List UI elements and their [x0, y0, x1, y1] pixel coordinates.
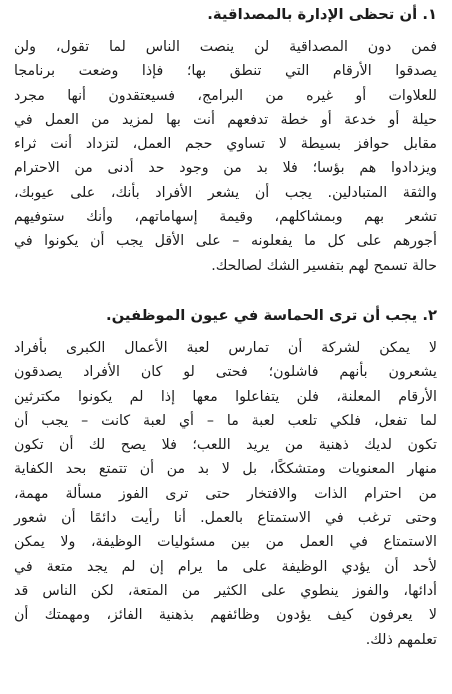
- section-credibility: [14, 4, 437, 278]
- paragraph-line: تكون لديك ذهنية من يريد اللعب؛ فلا يصح لك أن تكون: [14, 437, 437, 454]
- paragraph-line: أدائها، والفوز ينطوي على الكثير من المتعة، لكن الناس قد: [14, 582, 437, 599]
- section-heading: ٢. يجب أن ترى الحماسة في عيون الموظفين.: [105, 306, 437, 324]
- paragraph-line: أجورهم على كل ما يفعلونه – على الأقل يجب أن يكونوا في: [14, 233, 437, 250]
- paragraph-line: حالة تسمح لهم بتفسير الشك لصالحك.: [211, 257, 437, 274]
- paragraph-line: من احترام الذات والافتخار حتى ترى الفوز مسألة مهمة،: [14, 485, 437, 502]
- paragraph-line: لا يمكن لشركة أن تمارس لعبة الأعمال الكبرى بأفراد: [14, 339, 437, 356]
- paragraph-line: الاستمتاع في العمل من بين مسئوليات الوظيفة، ولا يمكن: [14, 534, 437, 551]
- section-paragraph: [14, 35, 437, 278]
- paragraph-line: فمن دون المصداقية لن ينصت الناس لما تقول، ولن: [14, 39, 437, 55]
- paragraph-line: يصدقوا الأرقام التي تنطق بها؛ فإذا وضعت برنامجا: [14, 63, 437, 80]
- paragraph-line: يشعرون بأنهم فاشلون؛ فحتى لو كان الأفراد يصدقون: [14, 364, 437, 381]
- section-paragraph: [14, 336, 437, 652]
- paragraph-line: تعلمهم ذلك.: [365, 631, 437, 648]
- paragraph-line: والثقة المتبادلين. يجب أن يشعر الأفراد بأنك، على عيوبك،: [14, 184, 437, 201]
- paragraph-line: لما تفعل، فلكي تلعب لعبة ما – أي لعبة كانت – يجب أن: [14, 412, 437, 429]
- paragraph-line: لا يعرفون كيف يؤدون وظائفهم بذهنية الفائز، ومهمتك أن: [14, 607, 437, 624]
- paragraph-line: منهار المعنويات ومتشككًا، بل لا بد من أن تتمتع بحد الكفاية: [14, 461, 437, 478]
- paragraph-line: حيلة أو خدعة أو خطة تدفعهم أنت بها لمزيد من العمل في: [14, 111, 437, 128]
- paragraph-line: لأحد أن يؤدي الوظيفة على ما يرام إن لم يجد متعة في: [14, 558, 437, 575]
- paragraph-line: ويزدادوا هم بؤسا؛ فلا بد من وجود حد أدنى من الاحترام: [14, 160, 437, 177]
- paragraph-line: وحتى ترغب في الاستمتاع بالعمل. أنا رأيت دائمًا أن شعور: [14, 510, 437, 527]
- section-enthusiasm: [14, 305, 437, 652]
- paragraph-line: مقابل حوافز بسيطة لا تساوي حجم العمل، لتزداد أنت ثراء: [14, 136, 437, 153]
- paragraph-line: تشعر بهم وبمشاكلهم، وقيمة إسهاماتهم، وأنك ستوفيهم: [14, 209, 437, 226]
- section-heading: ١. أن تحظى الإدارة بالمصداقية.: [207, 6, 437, 23]
- paragraph-line: للعلاوات أو غيره من البرامج، فسيعتقدون أنها مجرد: [14, 87, 437, 104]
- paragraph-line: الأرقام المعلنة، فلن يتفاعلوا معها إذا لم يكونوا مكترثين: [14, 388, 437, 405]
